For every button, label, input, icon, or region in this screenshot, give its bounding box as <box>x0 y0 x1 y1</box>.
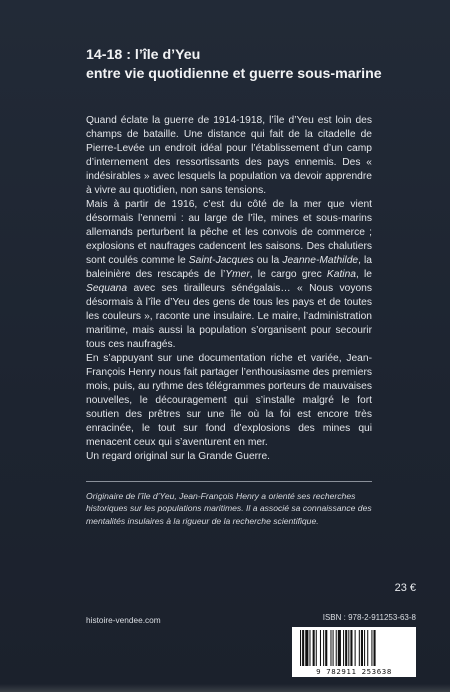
barcode <box>292 627 416 677</box>
blurb-text: Mais à partir de 1916, c’est du côté de la mer que vient désormais l’ennemi : au large de l’île, mines et sous-marins allemands perturbent la pêche et les convois de commerce ; explosions et naufrages cadencent les saisons. Des chalutiers sont coulés comme le <box>86 199 372 266</box>
ship-name: Saint-Jacques <box>188 255 254 266</box>
author-bio: Originaire de l’île d’Yeu, Jean-François Henry a orienté ses recherches historiques sur les populations maritimes. Il a associé sa connaissance des mentalités insulaires à la rigueur de la recherche scientifique. <box>86 491 372 526</box>
separator-rule <box>86 481 372 482</box>
blurb-paragraph-4: Un regard original sur la Grande Guerre. <box>86 451 271 462</box>
book-title <box>86 46 416 84</box>
ship-name: Sequana <box>86 283 128 294</box>
blurb-text: , le cargo grec <box>249 269 327 280</box>
cover-bottom-edge <box>0 684 450 692</box>
title-line-2: entre vie quotidienne et guerre sous-marine <box>86 66 382 82</box>
price: 23 € <box>394 582 416 594</box>
ship-name: Katina <box>326 269 356 280</box>
ship-name: Jeanne-Mathilde <box>282 255 359 266</box>
blurb-text: ou la <box>253 255 283 266</box>
blurb-text: , le <box>355 269 372 280</box>
blurb-text: avec ses tirailleurs sénégalais… « Nous voyons désormais à l’île d’Yeu des gens de tous les pays et de toutes les couleurs », raconte une insulaire. Le maire, l’administration maritime, mais aussi la population s’organisent pour secourir tous ces naufragés. <box>86 283 372 350</box>
barcode-digits: 9 782911 253638 <box>316 667 392 676</box>
blurb <box>86 114 372 464</box>
blurb-paragraph-1: Quand éclate la guerre de 1914-1918, l’île d’Yeu est loin des champs de bataille. Une distance qui fait de la citadelle de Pierre-Levée un endroit idéal pour l’établissement d’un camp d’internement des ressortissants des pays ennemis. Des « indésirables » avec lesquels la population va devoir apprendre à vivre au quotidien, non sans tensions. <box>86 115 372 196</box>
publisher-website: histoire-vendee.com <box>86 615 161 625</box>
blurb-text: , la baleinière des rescapés de l’ <box>86 255 372 280</box>
blurb-paragraph-2 <box>86 198 372 352</box>
isbn: ISBN : 978-2-911253-63-8 <box>322 613 416 622</box>
blurb-paragraph-3: En s’appuyant sur une documentation riche et variée, Jean-François Henry nous fait partager l’enthousiasme des premiers mois, puis, au rythme des télégrammes porteurs de mauvaises nouvelles, le découragement qui s’installe malgré le fort soutien des prêtres sur une île où la foi est encore très enracinée, le tout sur fond d’explosions des mines qui menacent ceux qui s’aventurent en mer. <box>86 353 372 448</box>
barcode-bars <box>292 627 416 667</box>
title-line-1: 14-18 : l’île d’Yeu <box>86 47 201 63</box>
ship-name: Ymer <box>225 269 250 280</box>
